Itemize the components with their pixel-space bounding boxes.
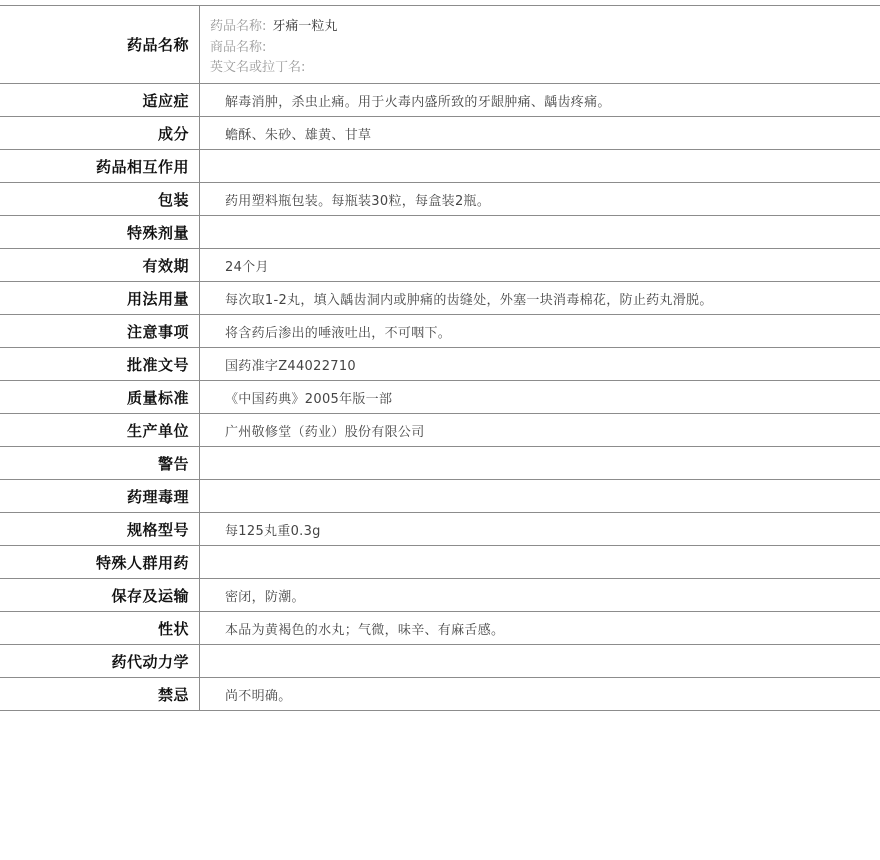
table-row-pharmacology: [0, 480, 880, 513]
row-label: 用法用量: [0, 282, 200, 314]
row-label: 有效期: [0, 249, 200, 281]
row-label: 保存及运输: [0, 579, 200, 611]
row-label: 禁忌: [0, 678, 200, 710]
latin-name-line: [210, 58, 880, 79]
table-row-storage: [0, 579, 880, 612]
row-value: 每125丸重0.3g: [225, 523, 321, 539]
row-label: 生产单位: [0, 414, 200, 446]
row-label: 适应症: [0, 84, 200, 116]
table-row-precautions: [0, 315, 880, 348]
row-value: [200, 645, 880, 677]
table-row-dosage: [0, 282, 880, 315]
row-label: 质量标准: [0, 381, 200, 413]
row-value: 密闭，防潮。: [225, 589, 305, 605]
field-key-drug-name: 药品名称:: [210, 19, 267, 34]
table-row-shelf-life: [0, 249, 880, 282]
row-value: 蟾酥、朱砂、雄黄、甘草: [225, 127, 372, 143]
table-row-contraindications: [0, 678, 880, 711]
row-value: 国药准字Z44022710: [225, 358, 356, 374]
row-value: 尚不明确。: [225, 688, 292, 704]
row-label: 特殊人群用药: [0, 546, 200, 578]
row-label: 批准文号: [0, 348, 200, 380]
row-label: 性状: [0, 612, 200, 644]
table-row-warning: [0, 447, 880, 480]
row-label: 成分: [0, 117, 200, 149]
row-value: [200, 480, 880, 512]
drug-info-table: [0, 5, 880, 711]
field-key-trade-name: 商品名称:: [210, 39, 267, 55]
table-row-special-populations: [0, 546, 880, 579]
field-key-latin-name: 英文名或拉丁名:: [210, 60, 306, 75]
table-row-indications: [0, 84, 880, 117]
table-row-packaging: [0, 183, 880, 216]
row-value: 24个月: [225, 259, 269, 275]
row-label: 药理毒理: [0, 480, 200, 512]
table-row-description: [0, 612, 880, 645]
row-label-drug-name: 药品名称: [0, 6, 200, 83]
drug-name-line: [210, 17, 880, 38]
row-value: 《中国药典》2005年版一部: [225, 391, 393, 407]
row-value: 每次取1-2丸，填入龋齿洞内或肿痛的齿缝处，外塞一块消毒棉花，防止药丸滑脱。: [225, 292, 713, 308]
row-label: 规格型号: [0, 513, 200, 545]
field-value-drug-name: 牙痛一粒丸: [272, 19, 338, 34]
table-row-ingredients: [0, 117, 880, 150]
table-row-specification: [0, 513, 880, 546]
table-row-interactions: [0, 150, 880, 183]
row-label: 药品相互作用: [0, 150, 200, 182]
row-value: 解毒消肿，杀虫止痛。用于火毒内盛所致的牙龈肿痛、龋齿疼痛。: [225, 94, 611, 110]
row-value: 广州敬修堂（药业）股份有限公司: [225, 424, 425, 440]
table-row-approval-number: [0, 348, 880, 381]
trade-name-line: [210, 38, 880, 59]
row-value: 将含药后渗出的唾液吐出，不可咽下。: [225, 325, 452, 341]
row-value: [200, 546, 880, 578]
row-label: 药代动力学: [0, 645, 200, 677]
row-value: 本品为黄褐色的水丸；气微，味辛、有麻舌感。: [225, 622, 505, 638]
table-row-manufacturer: [0, 414, 880, 447]
table-row-pharmacokinetics: [0, 645, 880, 678]
row-label: 警告: [0, 447, 200, 479]
row-value: [200, 150, 880, 182]
table-row-quality-standard: [0, 381, 880, 414]
row-label: 包装: [0, 183, 200, 215]
row-value: [200, 216, 880, 248]
row-label: 特殊剂量: [0, 216, 200, 248]
table-row-drug-name: [0, 6, 880, 84]
row-value: 药用塑料瓶包装。每瓶装30粒，每盒装2瓶。: [225, 193, 491, 209]
row-value: [200, 447, 880, 479]
table-row-special-dosage: [0, 216, 880, 249]
row-label: 注意事项: [0, 315, 200, 347]
drug-name-fields: [200, 6, 880, 83]
